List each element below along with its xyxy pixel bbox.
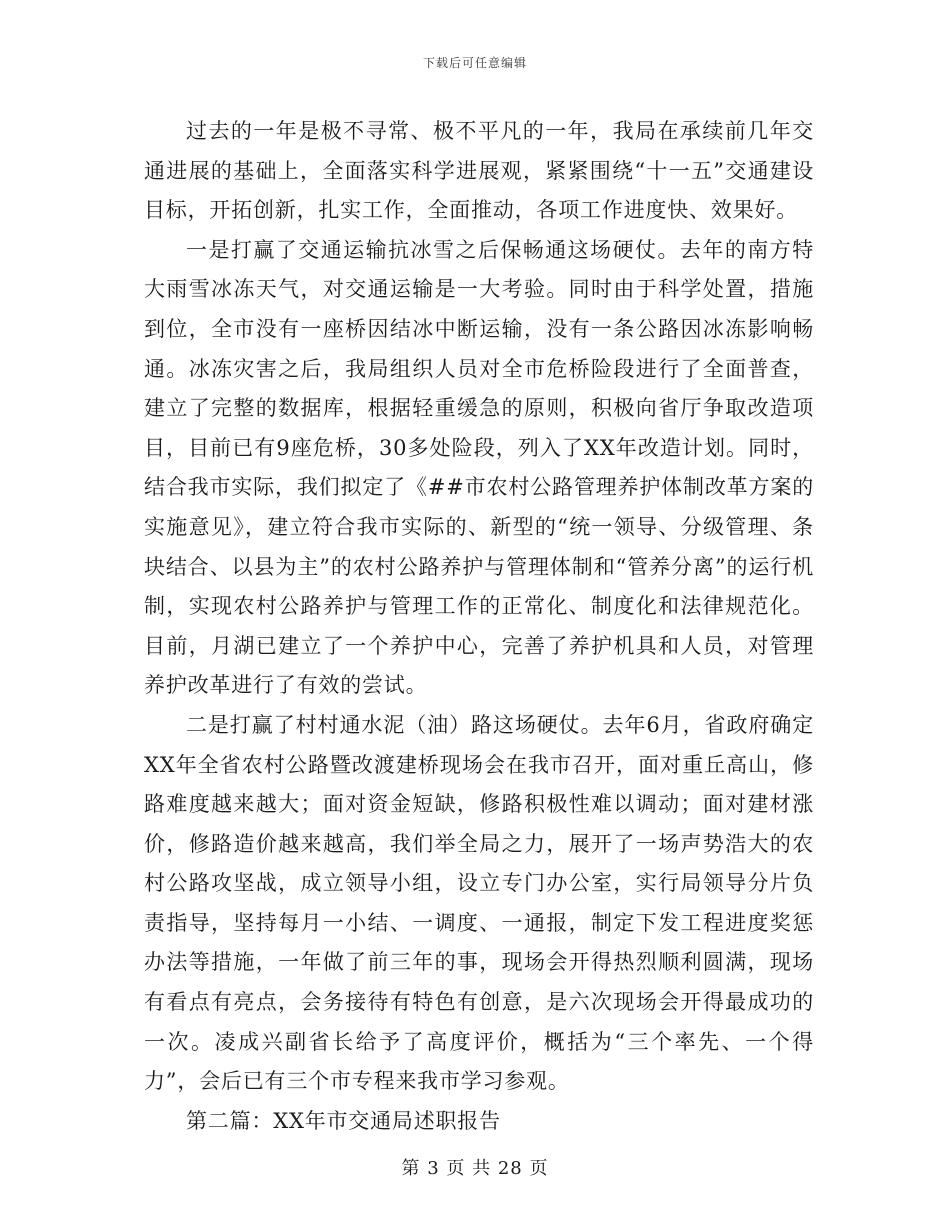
page-number: 第 3 页 共 28 页: [401, 1158, 549, 1179]
paragraph-point-two: 二是打赢了村村通水泥（油）路这场硬仗。去年6月，省政府确定XX年全省农村公路暨改渡建桥现场会在我市召开，面对重丘高山，修路难度越来越大；面对资金短缺，修路积极性难以调动；面对建材涨价，修路造价越来越高，我们举全局之力，展开了一场声势浩大的农村公路攻坚战，成立领导小组，设立专门办公室，实行局领导分片负责指导，坚持每月一小结、一调度、一通报，制定下发工程进度奖惩办法等措施，一年做了前三年的事，现场会开得热烈顺利圆满，现场有看点有亮点，会务接待有特色有创意，是六次现场会开得最成功的一次。凌成兴副省长给予了高度评价，概括为“三个率先、一个得力”，会后已有三个市专程来我市学习参观。: [144, 712, 814, 1094]
paragraph-intro: 过去的一年是极不寻常、极不平凡的一年，我局在承续前几年交通进展的基础上，全面落实科学进展观，紧紧围绕“十一五”交通建设目标，开拓创新，扎实工作，全面推动，各项工作进度快、效果好。: [144, 119, 814, 223]
document-body: [144, 112, 814, 1141]
section-heading-part-two: 第二篇：XX年市交通局述职报告: [186, 1108, 501, 1133]
page-header-note: 下载后可任意编辑: [422, 56, 527, 70]
paragraph-point-one: 一是打赢了交通运输抗冰雪之后保畅通这场硬仗。去年的南方特大雨雪冰冻天气，对交通运输是一大考验。同时由于科学处置，措施到位，全市没有一座桥因结冰中断运输，没有一条公路因冰冻影响畅通。冰冻灾害之后，我局组织人员对全市危桥险段进行了全面普查，建立了完整的数据库，根据轻重缓急的原则，积极向省厅争取改造项目，目前已有9座危桥，30多处险段，列入了XX年改造计划。同时，结合我市实际，我们拟定了《##市农村公路管理养护体制改革方案的实施意见》，建立符合我市实际的、新型的“统一领导、分级管理、条块结合、以县为主”的农村公路养护与管理体制和“管养分离”的运行机制，实现农村公路养护与管理工作的正常化、制度化和法律规范化。目前，月湖已建立了一个养护中心，完善了养护机具和人员，对管理养护改革进行了有效的尝试。: [144, 237, 814, 698]
